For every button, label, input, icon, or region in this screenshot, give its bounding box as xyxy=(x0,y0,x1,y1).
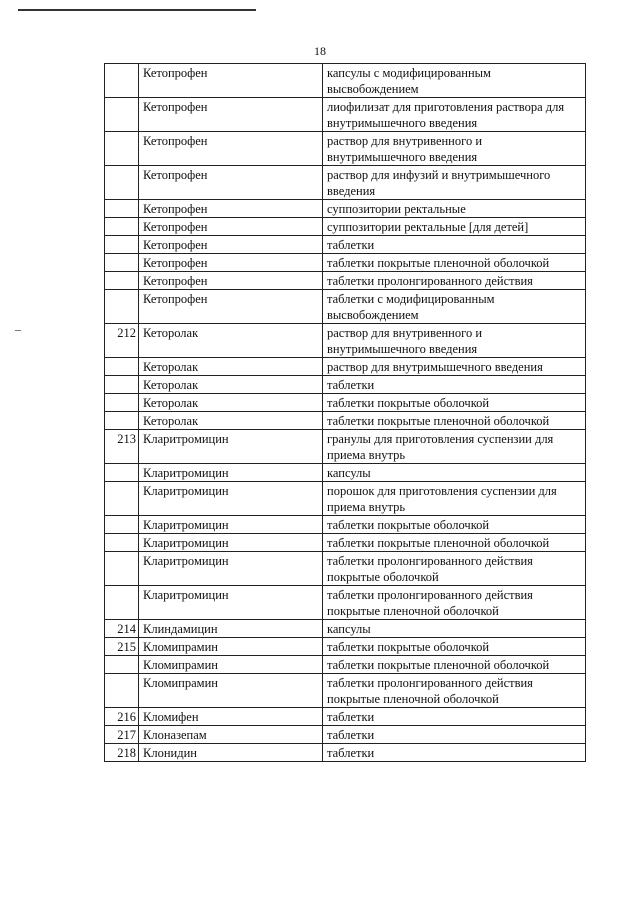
dosage-form: раствор для инфузий и внутримышечного введения xyxy=(323,166,586,200)
table-row xyxy=(105,254,586,272)
drug-name: Кетопрофен xyxy=(139,98,323,132)
table-row xyxy=(105,620,586,638)
dosage-form: капсулы с модифицированным высвобождением xyxy=(323,64,586,98)
dosage-form: суппозитории ректальные [для детей] xyxy=(323,218,586,236)
table-row xyxy=(105,236,586,254)
table-row xyxy=(105,464,586,482)
drug-name: Клоназепам xyxy=(139,726,323,744)
drug-name: Кетопрофен xyxy=(139,200,323,218)
table-row xyxy=(105,64,586,98)
table-row xyxy=(105,412,586,430)
table-row xyxy=(105,200,586,218)
table-row xyxy=(105,744,586,762)
drug-name: Кеторолак xyxy=(139,412,323,430)
drug-name: Кларитромицин xyxy=(139,552,323,586)
row-number xyxy=(105,132,139,166)
dosage-form: капсулы xyxy=(323,464,586,482)
row-number xyxy=(105,290,139,324)
drug-name: Кломипрамин xyxy=(139,656,323,674)
dosage-form: гранулы для приготовления суспензии для приема внутрь xyxy=(323,430,586,464)
table-row xyxy=(105,218,586,236)
drug-name: Кларитромицин xyxy=(139,430,323,464)
dosage-form: таблетки с модифицированным высвобождением xyxy=(323,290,586,324)
drug-name: Кетопрофен xyxy=(139,290,323,324)
row-number xyxy=(105,516,139,534)
dosage-form: раствор для внутримышечного введения xyxy=(323,358,586,376)
dosage-form: раствор для внутривенного и внутримышечного введения xyxy=(323,132,586,166)
dosage-form: таблетки покрытые пленочной оболочкой xyxy=(323,656,586,674)
table-row xyxy=(105,376,586,394)
dosage-form: таблетки покрытые пленочной оболочкой xyxy=(323,534,586,552)
row-number xyxy=(105,674,139,708)
table-row xyxy=(105,726,586,744)
table-row xyxy=(105,430,586,464)
drug-name: Кломипрамин xyxy=(139,638,323,656)
dosage-form: таблетки покрытые оболочкой xyxy=(323,638,586,656)
dosage-form: таблетки xyxy=(323,744,586,762)
dosage-form: таблетки пролонгированного действия покрытые пленочной оболочкой xyxy=(323,674,586,708)
dosage-form: таблетки xyxy=(323,726,586,744)
row-number: 214 xyxy=(105,620,139,638)
row-number xyxy=(105,586,139,620)
row-number xyxy=(105,376,139,394)
drug-name: Кетопрофен xyxy=(139,236,323,254)
dosage-form: раствор для внутривенного и внутримышечного введения xyxy=(323,324,586,358)
table-row xyxy=(105,324,586,358)
dosage-form: таблетки пролонгированного действия покрытые оболочкой xyxy=(323,552,586,586)
table-row xyxy=(105,656,586,674)
table-row xyxy=(105,394,586,412)
drug-name: Кеторолак xyxy=(139,376,323,394)
row-number xyxy=(105,218,139,236)
dosage-form: порошок для приготовления суспензии для приема внутрь xyxy=(323,482,586,516)
row-number xyxy=(105,166,139,200)
table-row xyxy=(105,516,586,534)
row-number: 216 xyxy=(105,708,139,726)
row-number: 215 xyxy=(105,638,139,656)
table-row xyxy=(105,132,586,166)
row-number xyxy=(105,534,139,552)
table-row xyxy=(105,638,586,656)
dosage-form: лиофилизат для приготовления раствора для внутримышечного введения xyxy=(323,98,586,132)
drug-name: Кеторолак xyxy=(139,324,323,358)
table-row xyxy=(105,98,586,132)
dosage-form: таблетки покрытые оболочкой xyxy=(323,394,586,412)
drug-name: Кетопрофен xyxy=(139,218,323,236)
drug-name: Кларитромицин xyxy=(139,482,323,516)
table-row xyxy=(105,708,586,726)
row-number xyxy=(105,254,139,272)
row-number xyxy=(105,482,139,516)
row-number xyxy=(105,64,139,98)
row-number: 217 xyxy=(105,726,139,744)
header-rule xyxy=(18,9,256,11)
table-row xyxy=(105,674,586,708)
row-number: 212 xyxy=(105,324,139,358)
drug-name: Кларитромицин xyxy=(139,534,323,552)
table-row xyxy=(105,290,586,324)
margin-mark xyxy=(15,330,21,331)
drug-name: Кларитромицин xyxy=(139,586,323,620)
row-number xyxy=(105,394,139,412)
drug-name: Кетопрофен xyxy=(139,272,323,290)
row-number xyxy=(105,552,139,586)
row-number: 218 xyxy=(105,744,139,762)
dosage-form: таблетки покрытые оболочкой xyxy=(323,516,586,534)
drug-name: Кетопрофен xyxy=(139,64,323,98)
row-number xyxy=(105,464,139,482)
dosage-form: таблетки покрытые пленочной оболочкой xyxy=(323,412,586,430)
drug-name: Кломифен xyxy=(139,708,323,726)
table-row xyxy=(105,166,586,200)
dosage-form: таблетки покрытые пленочной оболочкой xyxy=(323,254,586,272)
row-number xyxy=(105,412,139,430)
row-number xyxy=(105,272,139,290)
dosage-form: таблетки xyxy=(323,708,586,726)
drug-name: Кетопрофен xyxy=(139,166,323,200)
dosage-form: суппозитории ректальные xyxy=(323,200,586,218)
row-number xyxy=(105,200,139,218)
row-number xyxy=(105,236,139,254)
row-number xyxy=(105,656,139,674)
drug-name: Кетопрофен xyxy=(139,254,323,272)
table-row xyxy=(105,358,586,376)
drug-name: Кеторолак xyxy=(139,394,323,412)
dosage-form: таблетки пролонгированного действия xyxy=(323,272,586,290)
drug-name: Кларитромицин xyxy=(139,464,323,482)
drug-name: Кларитромицин xyxy=(139,516,323,534)
drug-name: Клиндамицин xyxy=(139,620,323,638)
table-row xyxy=(105,534,586,552)
table-row xyxy=(105,272,586,290)
drug-table xyxy=(104,63,586,762)
dosage-form: таблетки xyxy=(323,376,586,394)
drug-name: Кетопрофен xyxy=(139,132,323,166)
dosage-form: капсулы xyxy=(323,620,586,638)
drug-name: Кломипрамин xyxy=(139,674,323,708)
table-row xyxy=(105,482,586,516)
dosage-form: таблетки пролонгированного действия покрытые пленочной оболочкой xyxy=(323,586,586,620)
row-number xyxy=(105,98,139,132)
drug-name: Клонидин xyxy=(139,744,323,762)
row-number xyxy=(105,358,139,376)
table-row xyxy=(105,552,586,586)
drug-name: Кеторолак xyxy=(139,358,323,376)
dosage-form: таблетки xyxy=(323,236,586,254)
row-number: 213 xyxy=(105,430,139,464)
page-number: 18 xyxy=(314,44,326,58)
drug-table-body xyxy=(105,64,586,762)
table-row xyxy=(105,586,586,620)
